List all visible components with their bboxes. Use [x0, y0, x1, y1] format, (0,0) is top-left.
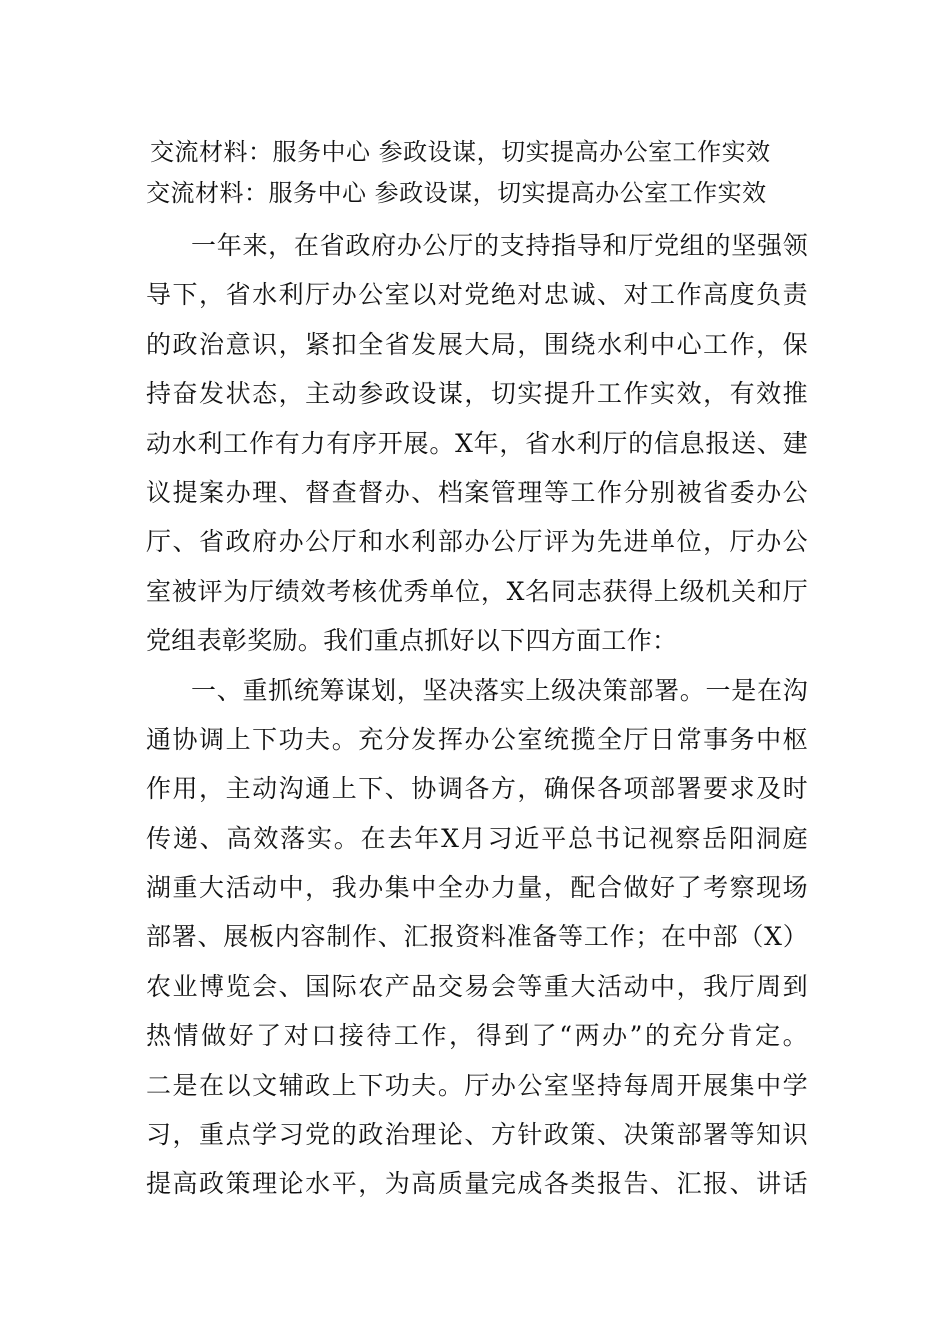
document-title-line-2: 交流材料：服务中心 参政设谋，切实提高办公室工作实效	[146, 179, 767, 207]
paragraph-1-line-2: 导下，省水利厅办公室以对党绝对忠诚、对工作高度负责	[146, 280, 808, 310]
paragraph-2	[146, 666, 808, 1209]
document-title-line-1: 交流材料：服务中心 参政设谋，切实提高办公室工作实效	[150, 138, 771, 166]
paragraph-2-line-2: 通协调上下功夫。充分发挥办公室统揽全厅日常事务中枢	[146, 724, 808, 754]
paragraph-2-line-7: 农业博览会、国际农产品交易会等重大活动中，我厅周到	[146, 971, 808, 1001]
paragraph-1-line-6: 议提案办理、督查督办、档案管理等工作分别被省委办公	[146, 477, 808, 507]
paragraph-2-line-8: 热情做好了对口接待工作，得到了“两办”的充分肯定。	[146, 1021, 808, 1051]
paragraph-2-line-9: 二是在以文辅政上下功夫。厅办公室坚持每周开展集中学	[146, 1070, 808, 1100]
paragraph-2-line-6: 部署、展板内容制作、汇报资料准备等工作；在中部（X）	[146, 922, 808, 952]
paragraph-2-line-1: 一、重抓统筹谋划，坚决落实上级决策部署。一是在沟	[191, 675, 808, 705]
paragraph-1-line-5: 动水利工作有力有序开展。X年，省水利厅的信息报送、建	[146, 428, 808, 458]
paragraph-1-line-3: 的政治意识，紧扣全省发展大局，围绕水利中心工作，保	[146, 329, 808, 359]
paragraph-1	[146, 221, 808, 666]
paragraph-1-line-8: 室被评为厅绩效考核优秀单位，X名同志获得上级机关和厅	[146, 576, 808, 606]
paragraph-2-line-3: 作用，主动沟通上下、协调各方，确保各项部署要求及时	[146, 774, 808, 804]
paragraph-2-line-11: 提高政策理论水平，为高质量完成各类报告、汇报、讲话	[146, 1169, 808, 1199]
paragraph-1-line-7: 厅、省政府办公厅和水利部办公厅评为先进单位，厅办公	[146, 527, 808, 557]
paragraph-1-line-9: 党组表彰奖励。我们重点抓好以下四方面工作：	[146, 626, 678, 656]
paragraph-2-line-5: 湖重大活动中，我办集中全办力量，配合做好了考察现场	[146, 873, 808, 903]
paragraph-1-line-1: 一年来，在省政府办公厅的支持指导和厅党组的坚强领	[191, 231, 808, 260]
paragraph-2-line-10: 习，重点学习党的政治理论、方针政策、决策部署等知识	[146, 1120, 808, 1150]
paragraph-1-line-4: 持奋发状态，主动参政设谋，切实提升工作实效，有效推	[146, 379, 808, 409]
document-content	[146, 132, 808, 1209]
document-body	[146, 221, 808, 1209]
paragraph-2-line-4: 传递、高效落实。在去年X月习近平总书记视察岳阳洞庭	[146, 823, 808, 853]
